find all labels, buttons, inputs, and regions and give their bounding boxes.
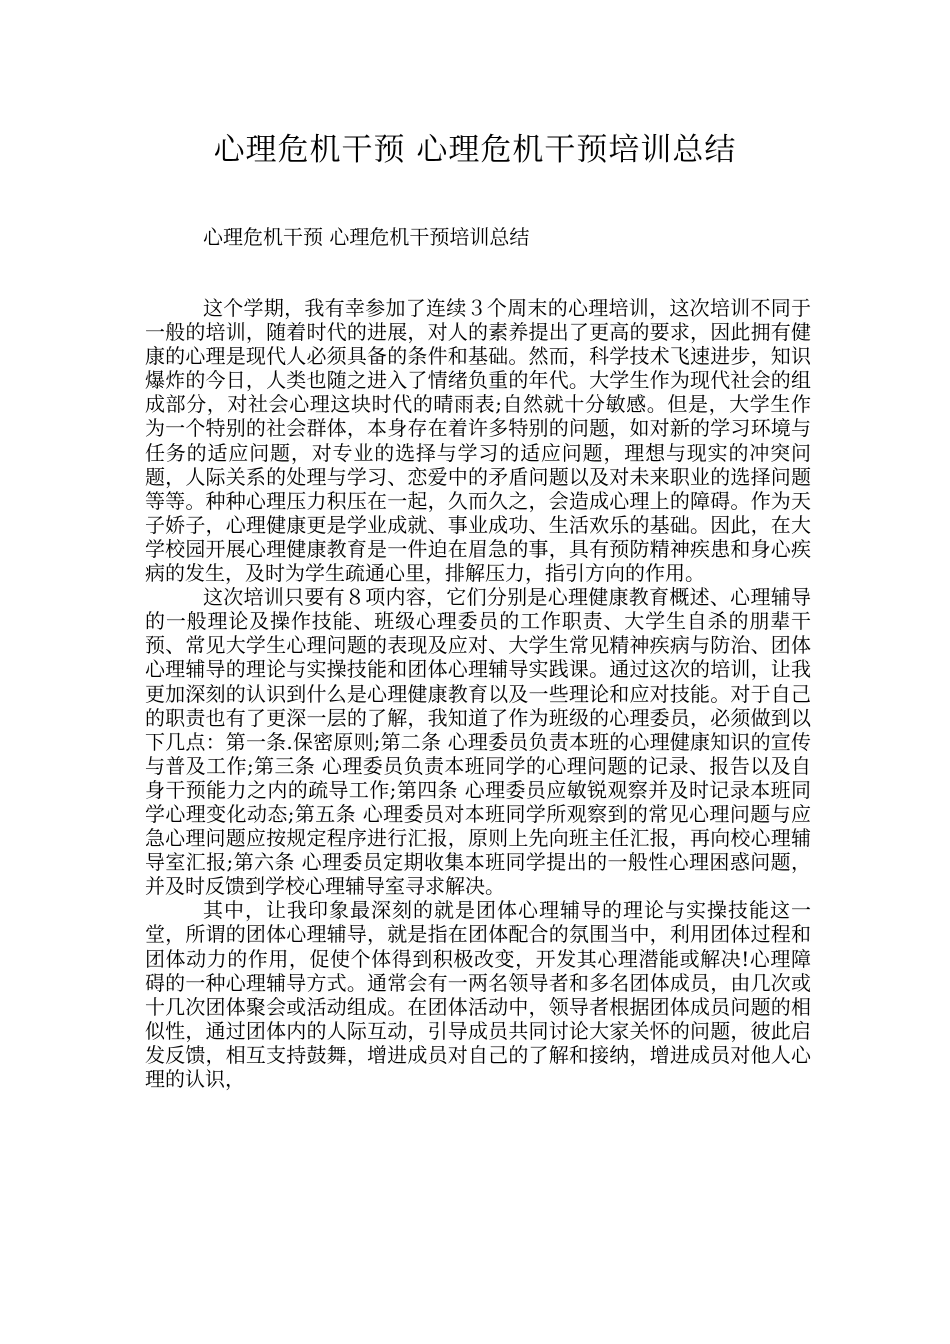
document-title: 心理危机干预 心理危机干预培训总结 (213, 132, 737, 168)
paragraph-1: 这个学期，我有幸参加了连续３个周末的心理培训，这次培训不同于一般的培训，随着时代的进展，对人的素养提出了更高的要求，因此拥有健康的心理是现代人必须具备的条件和基础。然而，科学技术飞速进步，知识爆炸的今日，人类也随之进入了情绪负重的年代。大学生作为现代社会的组成部分，对社会心理这块时代的晴雨表;自然就十分敏感。但是，大学生作为一个特别的社会群体，本身存在着许多特别的问题，如对新的学习环境与任务的适应问题，对专业的选择与学习的适应问题，理想与现实的冲突问题，人际关系的处理与学习、恋爱中的矛盾问题以及对未来职业的选择问题等等。种种心理压力积压在一起，久而久之，会造成心理上的障碍。作为天子娇子，心理健康更是学业成就、事业成功、生活欢乐的基础。因此，在大学校园开展心理健康教育是一件迫在眉急的事，具有预防精神疾患和身心疾病的发生，及时为学生疏通心里，排解压力，指引方向的作用。 (145, 296, 811, 586)
paragraph-3: 其中，让我印象最深刻的就是团体心理辅导的理论与实操技能这一堂，所谓的团体心理辅导，就是指在团体配合的氛围当中，利用团体过程和团体动力的作用，促使个体得到积极改变，开发其心理潜能或解决!心理障碍的一种心理辅导方式。通常会有一两名领导者和多名团体成员，由几次或十几次团体聚会或活动组成。在团体活动中，领导者根据团体成员问题的相似性，通过团体内的人际互动，引导成员共同讨论大家关怀的问题，彼此启发反馈，相互支持鼓舞，增进成员对自己的了解和接纳，增进成员对他人心理的认识， (145, 898, 811, 1091)
document-subtitle: 心理危机干预 心理危机干预培训总结 (203, 225, 530, 249)
paragraph-2: 这次培训只要有８项内容，它们分别是心理健康教育概述、心理辅导的一般理论及操作技能、班级心理委员的工作职责、大学生自杀的朋辈干预、常见大学生心理问题的表现及应对、大学生常见精神疾病与防治、团体心理辅导的理论与实操技能和团体心理辅导实践课。通过这次的培训，让我更加深刻的认识到什么是心理健康教育以及一些理论和应对技能。对于自己的职责也有了更深一层的了解，我知道了作为班级的心理委员，必须做到以下几点：第一条.保密原则;第二条 心理委员负责本班的心理健康知识的宣传与普及工作;第三条 心理委员负责本班同学的心理问题的记录、报告以及自身干预能力之内的疏导工作;第四条 心理委员应敏锐观察并及时记录本班同学心理变化动态;第五条 心理委员对本班同学所观察到的常见心理问题与应急心理问题应按规定程序进行汇报，原则上先向班主任汇报，再向校心理辅导室汇报;第六条 心理委员定期收集本班同学提出的一般性心理困惑问题，并及时反馈到学校心理辅导室寻求解决。 (145, 585, 811, 899)
document-body (145, 296, 811, 1091)
